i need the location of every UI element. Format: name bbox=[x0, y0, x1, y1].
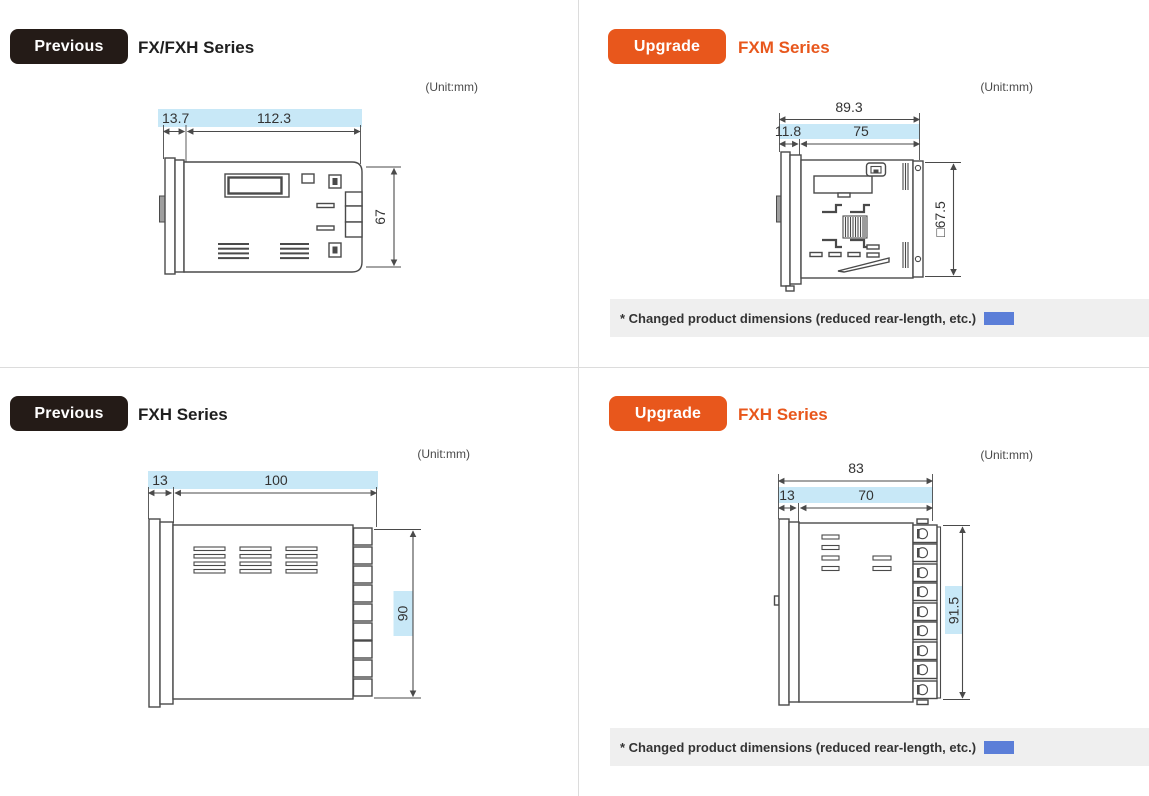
dim-overall-length: 83 bbox=[848, 460, 864, 476]
highlight-band-horizontal bbox=[778, 487, 933, 503]
upgrade-badge-label: Upgrade bbox=[634, 404, 702, 422]
previous-badge-label: Previous bbox=[34, 404, 104, 422]
rear-cover-edge bbox=[937, 527, 941, 698]
dimension-drawing-fxm-upgrade bbox=[757, 96, 980, 296]
dimension-drawing-fxh-upgrade bbox=[765, 460, 985, 722]
dim-body-length: 70 bbox=[858, 487, 874, 503]
unit-label: (Unit:mm) bbox=[980, 80, 1033, 94]
terminal-block bbox=[346, 192, 363, 237]
note-text: * Changed product dimensions (reduced rear-length, etc.) bbox=[620, 739, 977, 755]
dim-bezel-depth: 11.8 bbox=[774, 123, 802, 139]
series-title-fxh-upgrade: FXH Series bbox=[738, 405, 828, 424]
note-text: * Changed product dimensions (reduced rear-length, etc.) bbox=[620, 310, 977, 326]
previous-badge bbox=[10, 29, 128, 64]
device-side-view bbox=[775, 519, 941, 705]
vertical-divider bbox=[578, 0, 579, 796]
dim-bezel-depth: 13 bbox=[152, 472, 168, 488]
dim-body-length: 100 bbox=[264, 472, 288, 488]
unit-label: (Unit:mm) bbox=[980, 448, 1033, 462]
dim-height: 91.5 bbox=[945, 596, 962, 625]
highlight-legend-swatch bbox=[984, 312, 1014, 325]
previous-badge bbox=[10, 396, 128, 431]
device-side-view bbox=[149, 519, 372, 707]
unit-label: (Unit:mm) bbox=[417, 447, 470, 461]
horizontal-divider bbox=[0, 367, 1149, 368]
dimension-drawing-fxh-previous bbox=[140, 462, 430, 714]
dim-bezel-depth: 13 bbox=[779, 487, 795, 503]
device-side-view bbox=[777, 152, 924, 291]
device-side-view bbox=[160, 158, 363, 274]
highlight-band-horizontal bbox=[148, 471, 378, 489]
dim-bezel-depth: 13.7 bbox=[162, 110, 190, 126]
dim-face-size: □67.5 bbox=[932, 201, 948, 237]
rear-terminal-panel bbox=[913, 161, 923, 277]
dimension-drawing-fx-fxh-previous bbox=[140, 96, 430, 290]
dim-overall-length: 89.3 bbox=[835, 99, 863, 115]
unit-label: (Unit:mm) bbox=[425, 80, 478, 94]
highlight-legend-swatch bbox=[984, 741, 1014, 754]
upgrade-badge-label: Upgrade bbox=[633, 37, 701, 55]
changed-dimensions-note bbox=[610, 728, 1149, 766]
dim-body-length: 75 bbox=[853, 123, 869, 139]
series-title-fx-fxh: FX/FXH Series bbox=[138, 38, 255, 57]
dim-height: 67 bbox=[372, 209, 388, 225]
terminal-screws bbox=[913, 525, 937, 699]
upgrade-badge bbox=[608, 29, 726, 64]
upgrade-badge bbox=[609, 396, 727, 431]
series-title-fxh-previous: FXH Series bbox=[138, 405, 228, 424]
dim-height: 90 bbox=[394, 605, 411, 622]
series-title-fxm: FXM Series bbox=[738, 38, 830, 57]
changed-dimensions-note bbox=[610, 299, 1149, 337]
terminal-block bbox=[354, 528, 373, 696]
previous-badge-label: Previous bbox=[34, 37, 104, 55]
dim-body-length: 112.3 bbox=[257, 110, 291, 126]
